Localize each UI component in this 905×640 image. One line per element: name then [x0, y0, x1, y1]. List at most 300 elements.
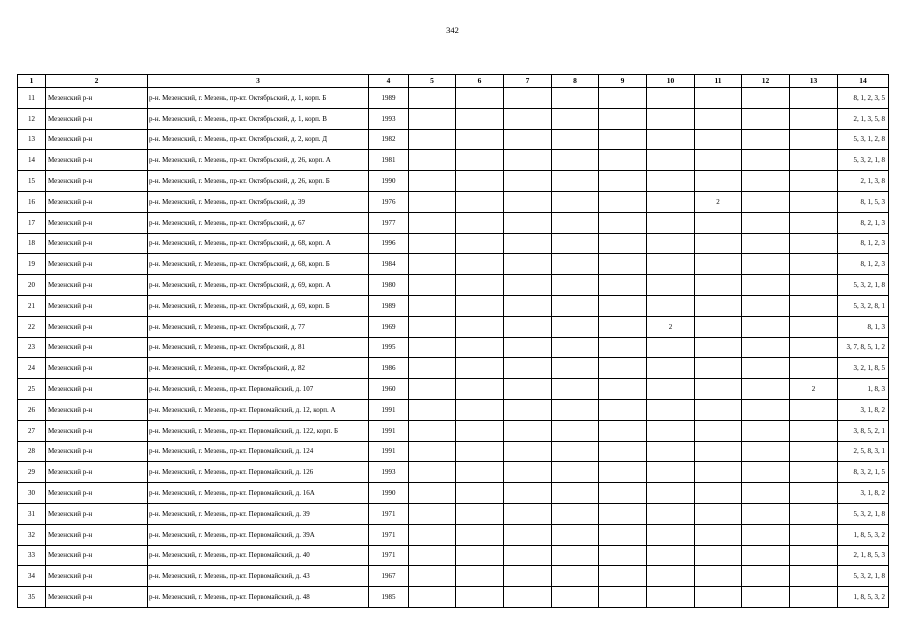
table-row	[18, 233, 889, 254]
col14-cell: 3, 2, 1, 8, 5	[838, 358, 889, 379]
empty-cell	[456, 545, 504, 566]
year-cell: 1969	[369, 316, 409, 337]
empty-cell	[599, 316, 647, 337]
col14-cell: 5, 3, 2, 1, 8	[838, 275, 889, 296]
col11-cell	[695, 295, 742, 316]
empty-cell	[742, 233, 790, 254]
col11-cell	[695, 275, 742, 296]
year-cell: 1989	[369, 88, 409, 109]
col10-cell	[647, 129, 695, 150]
empty-cell	[409, 399, 456, 420]
year-cell: 1971	[369, 503, 409, 524]
empty-cell	[504, 524, 552, 545]
row-number-cell: 29	[18, 462, 46, 483]
col14-cell: 8, 1, 2, 3, 5	[838, 88, 889, 109]
year-cell: 1993	[369, 108, 409, 129]
empty-cell	[599, 171, 647, 192]
col10-cell	[647, 254, 695, 275]
col11-cell	[695, 462, 742, 483]
col11-cell	[695, 545, 742, 566]
empty-cell	[456, 587, 504, 608]
col11-cell	[695, 524, 742, 545]
empty-cell	[456, 399, 504, 420]
empty-cell	[552, 316, 599, 337]
district-cell: Мезенский р-н	[46, 254, 148, 275]
table-row	[18, 129, 889, 150]
empty-cell	[409, 503, 456, 524]
empty-cell	[504, 337, 552, 358]
empty-cell	[599, 524, 647, 545]
empty-cell	[504, 108, 552, 129]
empty-cell	[409, 88, 456, 109]
col13-cell	[790, 483, 838, 504]
col13-cell	[790, 587, 838, 608]
address-cell: р-н. Мезенский, г. Мезень, пр-кт. Первомайский, д. 16А	[148, 483, 369, 504]
col10-cell	[647, 212, 695, 233]
address-cell: р-н. Мезенский, г. Мезень, пр-кт. Первомайский, д. 126	[148, 462, 369, 483]
empty-cell	[552, 337, 599, 358]
col11-cell	[695, 358, 742, 379]
district-cell: Мезенский р-н	[46, 441, 148, 462]
col10-cell	[647, 108, 695, 129]
column-header: 2	[46, 75, 148, 88]
empty-cell	[409, 462, 456, 483]
empty-cell	[456, 88, 504, 109]
empty-cell	[456, 295, 504, 316]
col14-cell: 5, 3, 2, 1, 8	[838, 503, 889, 524]
address-cell: р-н. Мезенский, г. Мезень, пр-кт. Первомайский, д. 122, корп. Б	[148, 420, 369, 441]
col10-cell	[647, 566, 695, 587]
empty-cell	[742, 524, 790, 545]
year-cell: 1993	[369, 462, 409, 483]
district-cell: Мезенский р-н	[46, 295, 148, 316]
year-cell: 1967	[369, 566, 409, 587]
empty-cell	[742, 420, 790, 441]
address-cell: р-н. Мезенский, г. Мезень, пр-кт. Первомайский, д. 40	[148, 545, 369, 566]
district-cell: Мезенский р-н	[46, 399, 148, 420]
col11-cell	[695, 150, 742, 171]
empty-cell	[742, 129, 790, 150]
empty-cell	[409, 420, 456, 441]
col10-cell	[647, 483, 695, 504]
empty-cell	[599, 566, 647, 587]
district-cell: Мезенский р-н	[46, 587, 148, 608]
empty-cell	[504, 212, 552, 233]
col13-cell	[790, 420, 838, 441]
empty-cell	[552, 295, 599, 316]
empty-cell	[742, 275, 790, 296]
row-number-cell: 34	[18, 566, 46, 587]
col11-cell: 2	[695, 191, 742, 212]
empty-cell	[456, 566, 504, 587]
district-cell: Мезенский р-н	[46, 108, 148, 129]
empty-cell	[552, 483, 599, 504]
empty-cell	[742, 441, 790, 462]
col13-cell	[790, 566, 838, 587]
col13-cell	[790, 316, 838, 337]
col13-cell	[790, 275, 838, 296]
empty-cell	[456, 316, 504, 337]
address-cell: р-н. Мезенский, г. Мезень, пр-кт. Первомайский, д. 39	[148, 503, 369, 524]
empty-cell	[504, 191, 552, 212]
address-cell: р-н. Мезенский, г. Мезень, пр-кт. Октябрьский, д. 26, корп. Б	[148, 171, 369, 192]
col13-cell	[790, 337, 838, 358]
table-row	[18, 524, 889, 545]
row-number-cell: 30	[18, 483, 46, 504]
col10-cell	[647, 379, 695, 400]
district-cell: Мезенский р-н	[46, 337, 148, 358]
address-cell: р-н. Мезенский, г. Мезень, пр-кт. Первомайский, д. 12, корп. А	[148, 399, 369, 420]
empty-cell	[742, 399, 790, 420]
address-cell: р-н. Мезенский, г. Мезень, пр-кт. Октябрьский, д. 39	[148, 191, 369, 212]
year-cell: 1982	[369, 129, 409, 150]
district-cell: Мезенский р-н	[46, 503, 148, 524]
col13-cell	[790, 545, 838, 566]
empty-cell	[599, 295, 647, 316]
empty-cell	[599, 108, 647, 129]
empty-cell	[504, 88, 552, 109]
row-number-cell: 23	[18, 337, 46, 358]
row-number-cell: 18	[18, 233, 46, 254]
empty-cell	[456, 191, 504, 212]
empty-cell	[504, 171, 552, 192]
year-cell: 1996	[369, 233, 409, 254]
year-cell: 1995	[369, 337, 409, 358]
empty-cell	[504, 150, 552, 171]
year-cell: 1991	[369, 399, 409, 420]
district-cell: Мезенский р-н	[46, 566, 148, 587]
empty-cell	[409, 358, 456, 379]
col11-cell	[695, 337, 742, 358]
empty-cell	[552, 545, 599, 566]
year-cell: 1986	[369, 358, 409, 379]
row-number-cell: 16	[18, 191, 46, 212]
year-cell: 1977	[369, 212, 409, 233]
empty-cell	[504, 275, 552, 296]
row-number-cell: 32	[18, 524, 46, 545]
col11-cell	[695, 420, 742, 441]
column-header: 3	[148, 75, 369, 88]
col14-cell: 8, 2, 1, 3	[838, 212, 889, 233]
col11-cell	[695, 171, 742, 192]
row-number-cell: 27	[18, 420, 46, 441]
empty-cell	[409, 275, 456, 296]
empty-cell	[504, 587, 552, 608]
district-cell: Мезенский р-н	[46, 88, 148, 109]
district-cell: Мезенский р-н	[46, 171, 148, 192]
row-number-cell: 15	[18, 171, 46, 192]
col14-cell: 2, 5, 8, 3, 1	[838, 441, 889, 462]
row-number-cell: 35	[18, 587, 46, 608]
header-row	[18, 75, 889, 88]
year-cell: 1971	[369, 524, 409, 545]
empty-cell	[504, 129, 552, 150]
empty-cell	[552, 129, 599, 150]
col10-cell	[647, 441, 695, 462]
row-number-cell: 17	[18, 212, 46, 233]
empty-cell	[742, 171, 790, 192]
empty-cell	[456, 462, 504, 483]
col14-cell: 1, 8, 5, 3, 2	[838, 587, 889, 608]
empty-cell	[742, 212, 790, 233]
table-row	[18, 462, 889, 483]
empty-cell	[552, 420, 599, 441]
col13-cell	[790, 441, 838, 462]
empty-cell	[742, 358, 790, 379]
col14-cell: 1, 8, 5, 3, 2	[838, 524, 889, 545]
table-row	[18, 379, 889, 400]
empty-cell	[552, 212, 599, 233]
empty-cell	[456, 275, 504, 296]
empty-cell	[409, 587, 456, 608]
col14-cell: 8, 3, 2, 1, 5	[838, 462, 889, 483]
district-cell: Мезенский р-н	[46, 483, 148, 504]
address-cell: р-н. Мезенский, г. Мезень, пр-кт. Октябрьский, д. 2, корп. Д	[148, 129, 369, 150]
column-header: 4	[369, 75, 409, 88]
empty-cell	[599, 399, 647, 420]
empty-cell	[552, 503, 599, 524]
col10-cell	[647, 233, 695, 254]
col10-cell	[647, 150, 695, 171]
col11-cell	[695, 503, 742, 524]
empty-cell	[409, 524, 456, 545]
column-header: 14	[838, 75, 889, 88]
district-cell: Мезенский р-н	[46, 358, 148, 379]
row-number-cell: 25	[18, 379, 46, 400]
empty-cell	[552, 379, 599, 400]
empty-cell	[409, 337, 456, 358]
district-cell: Мезенский р-н	[46, 191, 148, 212]
empty-cell	[504, 233, 552, 254]
address-cell: р-н. Мезенский, г. Мезень, пр-кт. Октябрьский, д. 77	[148, 316, 369, 337]
address-cell: р-н. Мезенский, г. Мезень, пр-кт. Первомайский, д. 48	[148, 587, 369, 608]
empty-cell	[552, 462, 599, 483]
address-cell: р-н. Мезенский, г. Мезень, пр-кт. Октябрьский, д. 1, корп. В	[148, 108, 369, 129]
col10-cell	[647, 171, 695, 192]
empty-cell	[504, 420, 552, 441]
empty-cell	[504, 503, 552, 524]
col10-cell	[647, 399, 695, 420]
col14-cell: 5, 3, 1, 2, 8	[838, 129, 889, 150]
empty-cell	[456, 233, 504, 254]
table-row	[18, 420, 889, 441]
year-cell: 1980	[369, 275, 409, 296]
year-cell: 1991	[369, 420, 409, 441]
empty-cell	[599, 129, 647, 150]
year-cell: 1976	[369, 191, 409, 212]
col14-cell: 8, 1, 3	[838, 316, 889, 337]
empty-cell	[599, 462, 647, 483]
district-cell: Мезенский р-н	[46, 275, 148, 296]
col11-cell	[695, 88, 742, 109]
empty-cell	[552, 358, 599, 379]
empty-cell	[552, 441, 599, 462]
col10-cell	[647, 545, 695, 566]
table-row	[18, 171, 889, 192]
empty-cell	[599, 254, 647, 275]
row-number-cell: 33	[18, 545, 46, 566]
district-cell: Мезенский р-н	[46, 129, 148, 150]
district-cell: Мезенский р-н	[46, 462, 148, 483]
empty-cell	[599, 191, 647, 212]
table-row	[18, 503, 889, 524]
col11-cell	[695, 129, 742, 150]
column-header: 11	[695, 75, 742, 88]
empty-cell	[456, 254, 504, 275]
empty-cell	[742, 254, 790, 275]
year-cell: 1960	[369, 379, 409, 400]
empty-cell	[742, 150, 790, 171]
col14-cell: 8, 1, 2, 3	[838, 233, 889, 254]
empty-cell	[599, 358, 647, 379]
address-cell: р-н. Мезенский, г. Мезень, пр-кт. Октябрьский, д. 82	[148, 358, 369, 379]
empty-cell	[742, 587, 790, 608]
column-header: 6	[456, 75, 504, 88]
empty-cell	[742, 462, 790, 483]
address-cell: р-н. Мезенский, г. Мезень, пр-кт. Октябрьский, д. 1, корп. Б	[148, 88, 369, 109]
empty-cell	[504, 379, 552, 400]
empty-cell	[456, 524, 504, 545]
table-row	[18, 587, 889, 608]
empty-cell	[409, 379, 456, 400]
empty-cell	[456, 503, 504, 524]
year-cell: 1981	[369, 150, 409, 171]
empty-cell	[742, 316, 790, 337]
empty-cell	[742, 295, 790, 316]
col13-cell	[790, 108, 838, 129]
row-number-cell: 22	[18, 316, 46, 337]
col14-cell: 3, 8, 5, 2, 1	[838, 420, 889, 441]
col11-cell	[695, 233, 742, 254]
empty-cell	[742, 379, 790, 400]
empty-cell	[456, 108, 504, 129]
row-number-cell: 31	[18, 503, 46, 524]
table-row	[18, 191, 889, 212]
empty-cell	[456, 150, 504, 171]
col10-cell	[647, 462, 695, 483]
empty-cell	[504, 566, 552, 587]
empty-cell	[552, 150, 599, 171]
empty-cell	[742, 88, 790, 109]
empty-cell	[552, 275, 599, 296]
col13-cell	[790, 191, 838, 212]
table-row	[18, 108, 889, 129]
col13-cell	[790, 88, 838, 109]
empty-cell	[742, 545, 790, 566]
empty-cell	[504, 399, 552, 420]
empty-cell	[552, 254, 599, 275]
table-row	[18, 399, 889, 420]
col13-cell	[790, 254, 838, 275]
year-cell: 1990	[369, 483, 409, 504]
col11-cell	[695, 316, 742, 337]
col10-cell	[647, 358, 695, 379]
col13-cell	[790, 295, 838, 316]
empty-cell	[504, 441, 552, 462]
empty-cell	[552, 233, 599, 254]
col11-cell	[695, 212, 742, 233]
col14-cell: 5, 3, 2, 1, 8	[838, 150, 889, 171]
empty-cell	[599, 337, 647, 358]
table-row	[18, 358, 889, 379]
address-cell: р-н. Мезенский, г. Мезень, пр-кт. Октябрьский, д. 69, корп. Б	[148, 295, 369, 316]
col13-cell	[790, 171, 838, 192]
page-number: 342	[446, 25, 459, 35]
empty-cell	[599, 88, 647, 109]
empty-cell	[504, 545, 552, 566]
address-cell: р-н. Мезенский, г. Мезень, пр-кт. Октябрьский, д. 67	[148, 212, 369, 233]
district-cell: Мезенский р-н	[46, 379, 148, 400]
empty-cell	[599, 420, 647, 441]
col14-cell: 1, 8, 3	[838, 379, 889, 400]
col10-cell	[647, 191, 695, 212]
col14-cell: 3, 7, 8, 5, 1, 2	[838, 337, 889, 358]
table-row	[18, 483, 889, 504]
col14-cell: 8, 1, 5, 3	[838, 191, 889, 212]
year-cell: 1990	[369, 171, 409, 192]
empty-cell	[504, 462, 552, 483]
col11-cell	[695, 254, 742, 275]
row-number-cell: 11	[18, 88, 46, 109]
empty-cell	[456, 420, 504, 441]
empty-cell	[552, 399, 599, 420]
table-row	[18, 566, 889, 587]
table-row	[18, 150, 889, 171]
empty-cell	[409, 108, 456, 129]
empty-cell	[456, 129, 504, 150]
district-cell: Мезенский р-н	[46, 545, 148, 566]
col11-cell	[695, 566, 742, 587]
table-row	[18, 275, 889, 296]
empty-cell	[456, 337, 504, 358]
empty-cell	[409, 191, 456, 212]
empty-cell	[599, 483, 647, 504]
row-number-cell: 13	[18, 129, 46, 150]
col10-cell	[647, 275, 695, 296]
empty-cell	[409, 566, 456, 587]
empty-cell	[742, 503, 790, 524]
row-number-cell: 28	[18, 441, 46, 462]
data-table	[17, 74, 889, 608]
col10-cell	[647, 420, 695, 441]
empty-cell	[599, 150, 647, 171]
empty-cell	[742, 191, 790, 212]
address-cell: р-н. Мезенский, г. Мезень, пр-кт. Октябрьский, д. 26, корп. А	[148, 150, 369, 171]
empty-cell	[456, 379, 504, 400]
table-row	[18, 254, 889, 275]
empty-cell	[456, 441, 504, 462]
address-cell: р-н. Мезенский, г. Мезень, пр-кт. Первомайский, д. 39А	[148, 524, 369, 545]
empty-cell	[552, 587, 599, 608]
empty-cell	[504, 295, 552, 316]
col13-cell	[790, 212, 838, 233]
table-row	[18, 337, 889, 358]
empty-cell	[599, 545, 647, 566]
empty-cell	[456, 483, 504, 504]
empty-cell	[456, 212, 504, 233]
year-cell: 1984	[369, 254, 409, 275]
empty-cell	[409, 316, 456, 337]
row-number-cell: 24	[18, 358, 46, 379]
district-cell: Мезенский р-н	[46, 212, 148, 233]
table-row	[18, 88, 889, 109]
column-header: 9	[599, 75, 647, 88]
col10-cell	[647, 88, 695, 109]
empty-cell	[409, 212, 456, 233]
empty-cell	[409, 150, 456, 171]
col10-cell	[647, 503, 695, 524]
empty-cell	[409, 233, 456, 254]
